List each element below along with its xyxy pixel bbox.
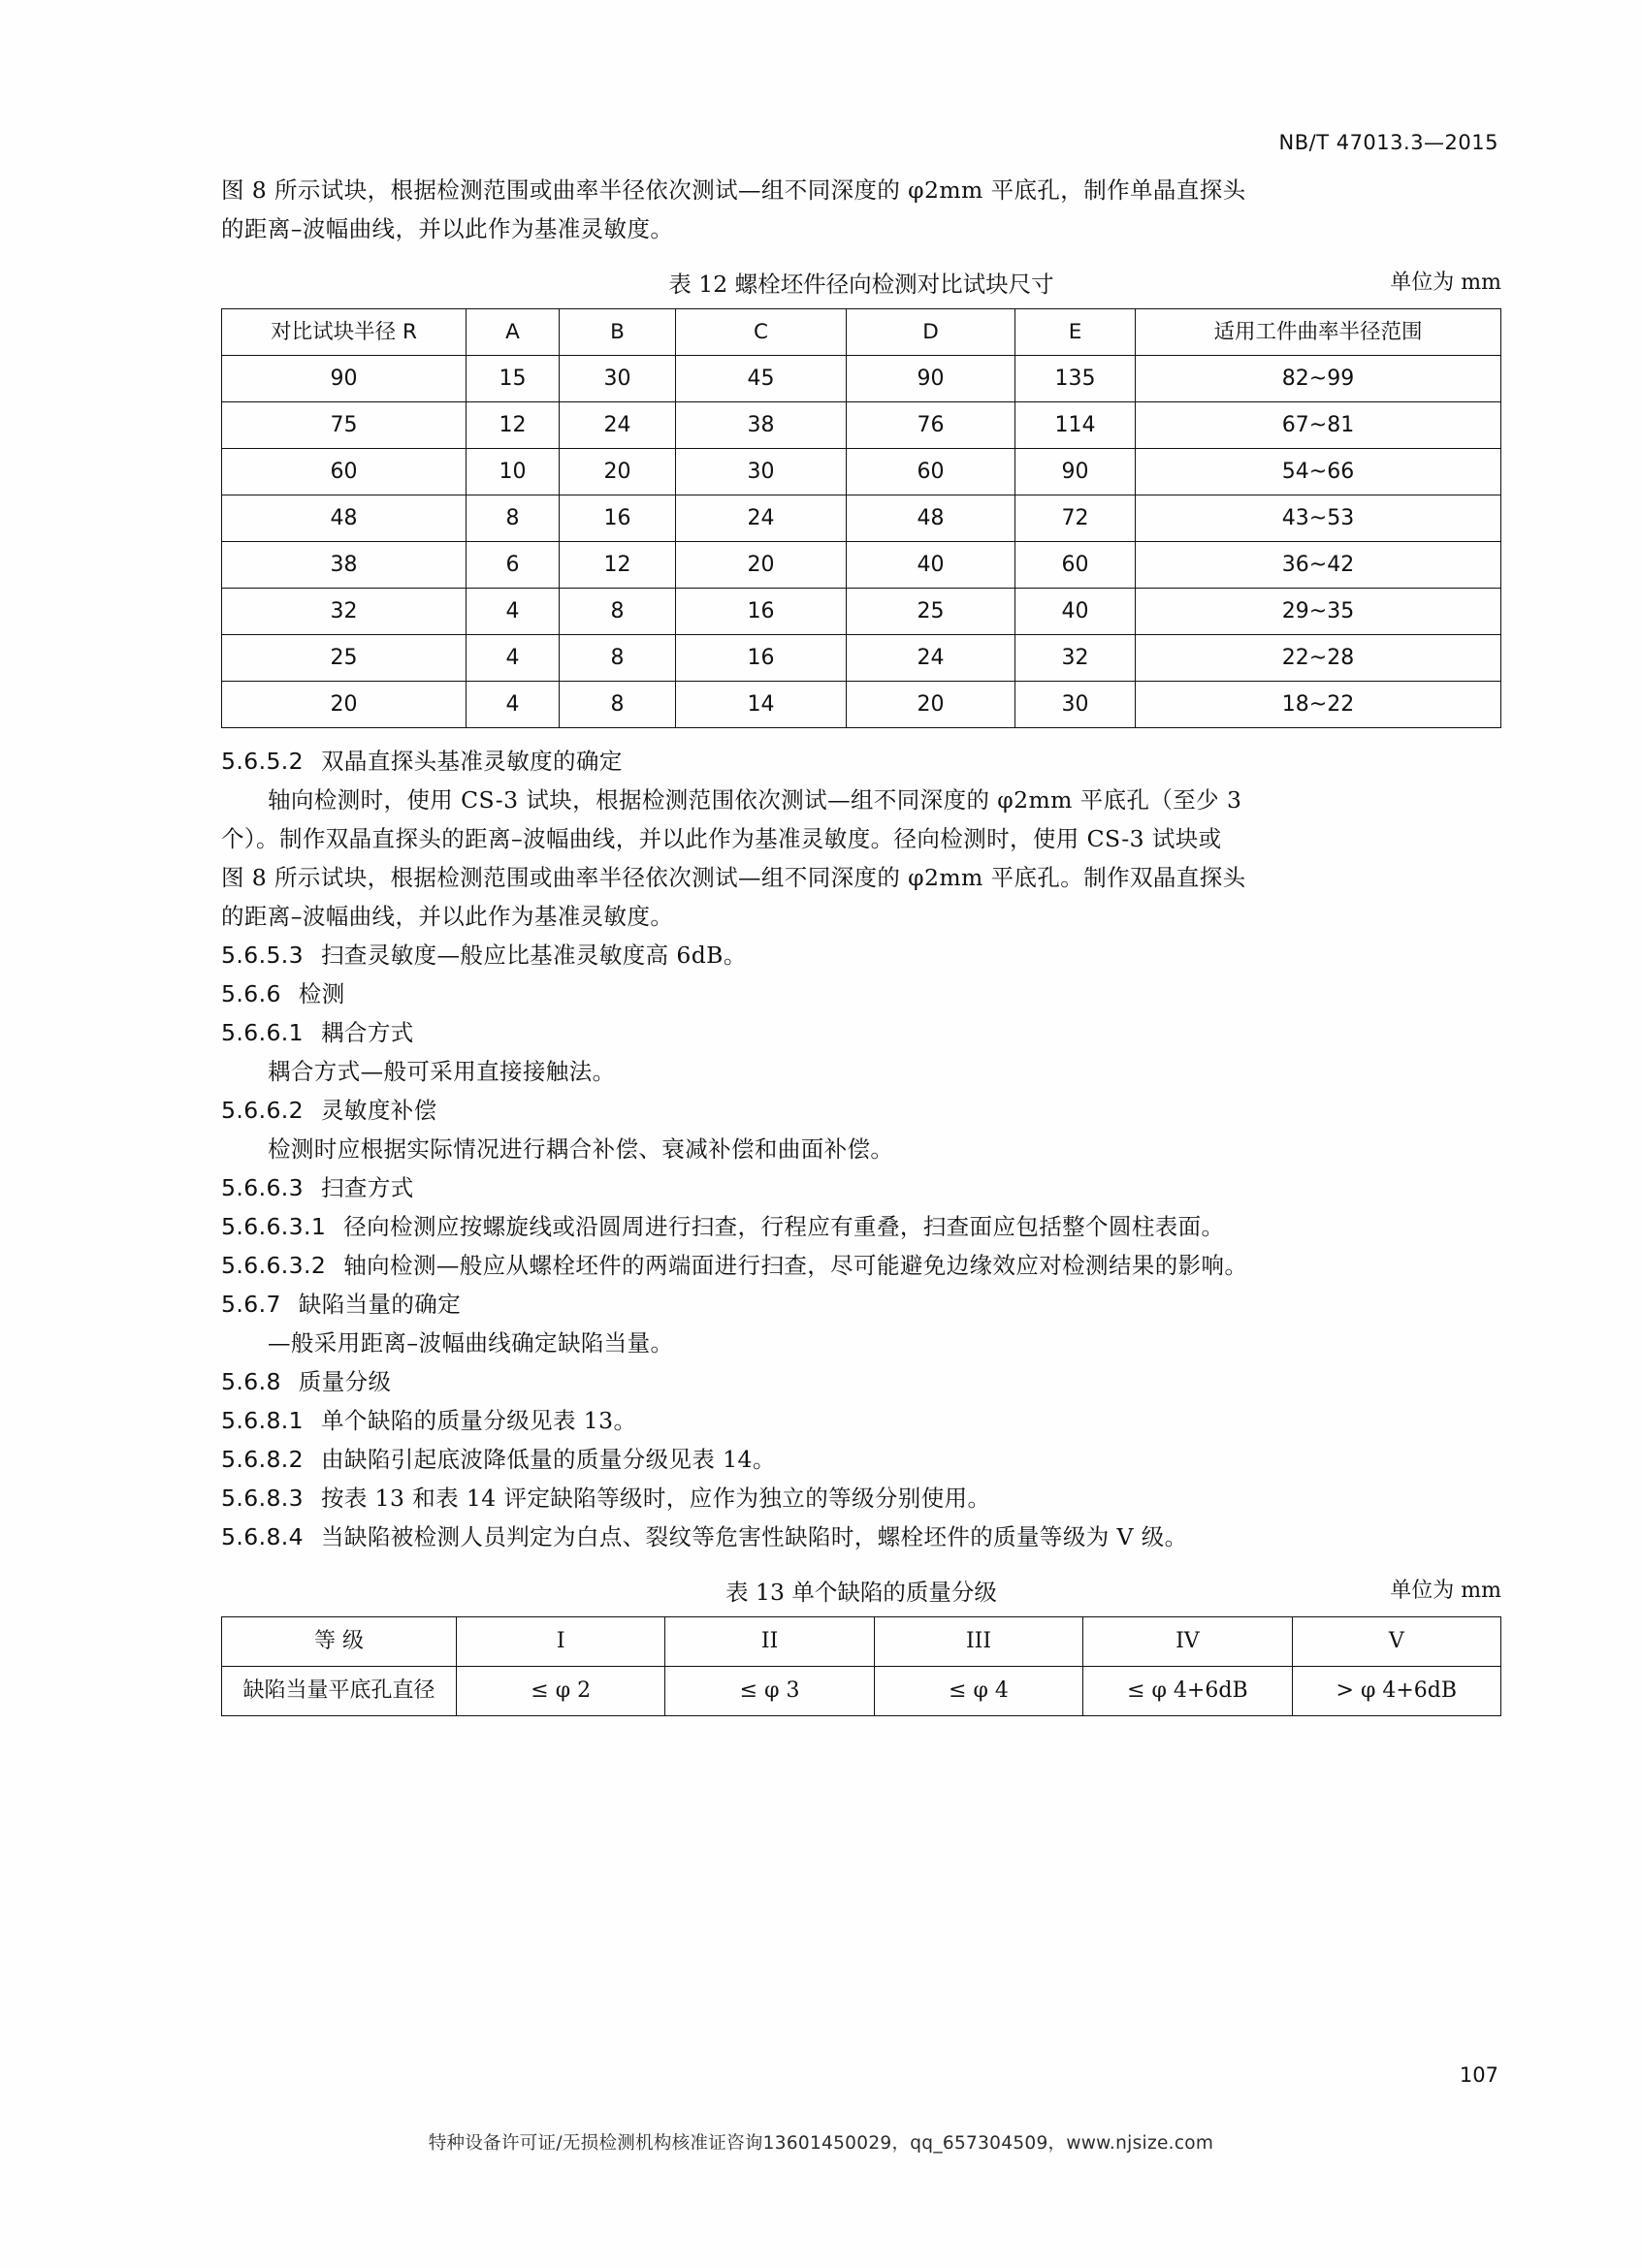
cell-r2c1: 10: [467, 449, 560, 495]
clause-title: 耦合方式: [321, 1019, 414, 1046]
clause-title: 质量分级: [298, 1368, 392, 1395]
table12-header-0: 对比试块半径 R: [222, 309, 467, 356]
cell-grade-3: ≤ φ 4: [874, 1667, 1082, 1716]
cell-r5c4: 25: [847, 589, 1015, 635]
cell-r1c4: 76: [847, 402, 1015, 449]
table12-header-3: C: [676, 309, 847, 356]
clause-text: 扫查灵敏度—般应比基准灵敏度高 6dB。: [321, 942, 747, 969]
cell-r7c0: 20: [222, 682, 467, 728]
cell-r3c6: 43~53: [1136, 495, 1501, 542]
cell-r3c1: 8: [467, 495, 560, 542]
table-row: [222, 1667, 1501, 1716]
clause-5-6-6-1: [221, 1013, 1501, 1052]
cell-r5c1: 4: [467, 589, 560, 635]
cell-r6c3: 16: [676, 635, 847, 682]
table12-caption: 表 12 螺栓坯件径向检测对比试块尺寸: [668, 271, 1054, 298]
table12-header-5: E: [1015, 309, 1136, 356]
cell-r4c0: 38: [222, 542, 467, 589]
clause-5-6-6-2-body: 检测时应根据实际情况进行耦合补偿、衰减补偿和曲面补偿。: [268, 1135, 894, 1163]
cell-r4c4: 40: [847, 542, 1015, 589]
cell-r4c5: 60: [1015, 542, 1136, 589]
cell-r3c3: 24: [676, 495, 847, 542]
page-header-standard-code: NB/T 47013.3—2015: [1278, 131, 1498, 154]
clause-number: 5.6.6.1: [221, 1019, 305, 1046]
cell-r2c6: 54~66: [1136, 449, 1501, 495]
cell-r1c0: 75: [222, 402, 467, 449]
cell-r2c2: 20: [560, 449, 676, 495]
cell-grade-1: ≤ φ 2: [457, 1667, 665, 1716]
clause-number: 5.6.8: [221, 1368, 281, 1395]
clause-5-6-6-2: [221, 1091, 1501, 1130]
cell-r6c2: 8: [560, 635, 676, 682]
table-row: [222, 356, 1501, 402]
clause-text: 轴向检测—般应从螺栓坯件的两端面进行扫查，尽可能避免边缘效应对检测结果的影响。: [343, 1252, 1248, 1279]
footer-note: 特种设备许可证/无损检测机构核准证咨询13601450029，qq_657304509，www.njsize.com: [428, 2133, 1214, 2154]
cell-r3c5: 72: [1015, 495, 1136, 542]
table13-header-2: II: [665, 1617, 874, 1667]
cell-r2c3: 30: [676, 449, 847, 495]
cell-r0c0: 90: [222, 356, 467, 402]
clause-number: 5.6.8.1: [221, 1407, 305, 1434]
table-row: [222, 402, 1501, 449]
cell-r7c5: 30: [1015, 682, 1136, 728]
clause-5-6-7-body: —般采用距离–波幅曲线确定缺陷当量。: [268, 1329, 674, 1357]
table12-header-1: A: [467, 309, 560, 356]
table12-header-4: D: [847, 309, 1015, 356]
clause-5-6-5-2: [221, 742, 1501, 781]
table12-unit: 单位为 mm: [1390, 271, 1501, 295]
cell-grade-2: ≤ φ 3: [665, 1667, 874, 1716]
clause-number: 5.6.8.4: [221, 1523, 305, 1550]
clause-number: 5.6.5.3: [221, 942, 305, 969]
table13-caption-row: [221, 1574, 1501, 1613]
cell-r6c0: 25: [222, 635, 467, 682]
cell-grade-4: ≤ φ 4+6dB: [1083, 1667, 1292, 1716]
cell-r0c3: 45: [676, 356, 847, 402]
table-header-row: [222, 1617, 1501, 1667]
cell-r5c0: 32: [222, 589, 467, 635]
cell-r4c1: 6: [467, 542, 560, 589]
body-line-2: 个）。制作双晶直探头的距离–波幅曲线，并以此作为基准灵敏度。径向检测时，使用 CS-3 试块或: [221, 825, 1222, 852]
cell-grade-5: > φ 4+6dB: [1292, 1667, 1500, 1716]
table-13-single-defect-quality-grading: [221, 1616, 1501, 1716]
cell-r0c5: 135: [1015, 356, 1136, 402]
table13-header-1: I: [457, 1617, 665, 1667]
table-row: [222, 682, 1501, 728]
clause-number: 5.6.5.2: [221, 748, 305, 775]
table-header-row: [222, 309, 1501, 356]
cell-r0c2: 30: [560, 356, 676, 402]
cell-r4c3: 20: [676, 542, 847, 589]
body-line-1: 轴向检测时，使用 CS-3 试块，根据检测范围依次测试—组不同深度的 φ2mm 平底孔（至少 3: [268, 786, 1242, 814]
cell-r7c4: 20: [847, 682, 1015, 728]
table13-unit: 单位为 mm: [1390, 1579, 1501, 1603]
table-12-comparison-block-dimensions: [221, 308, 1501, 728]
cell-r6c6: 22~28: [1136, 635, 1501, 682]
cell-r2c5: 90: [1015, 449, 1136, 495]
cell-r4c6: 36~42: [1136, 542, 1501, 589]
clause-5-6-6-3: [221, 1168, 1501, 1207]
clause-title: 缺陷当量的确定: [298, 1291, 462, 1318]
cell-r7c6: 18~22: [1136, 682, 1501, 728]
clause-number: 5.6.6.3: [221, 1174, 305, 1201]
body-line-3: 图 8 所示试块，根据检测范围或曲率半径依次测试—组不同深度的 φ2mm 平底孔。制作双晶直探头: [221, 864, 1246, 891]
cell-r3c0: 48: [222, 495, 467, 542]
clause-5-6-6-3-2: [221, 1246, 1501, 1285]
clause-number: 5.6.6.3.1: [221, 1213, 327, 1240]
clause-5-6-8-4: [221, 1517, 1501, 1556]
cell-r3c2: 16: [560, 495, 676, 542]
table13-caption: 表 13 单个缺陷的质量分级: [725, 1579, 997, 1606]
cell-r1c2: 24: [560, 402, 676, 449]
cell-r6c5: 32: [1015, 635, 1136, 682]
clause-5-6-8-2: [221, 1440, 1501, 1479]
clause-text: 按表 13 和表 14 评定缺陷等级时，应作为独立的等级分别使用。: [321, 1485, 991, 1512]
cell-r1c1: 12: [467, 402, 560, 449]
table12-header-6: 适用工件曲率半径范围: [1136, 309, 1501, 356]
clause-5-6-8-1: [221, 1401, 1501, 1440]
cell-r7c1: 4: [467, 682, 560, 728]
cell-r5c3: 16: [676, 589, 847, 635]
cell-r7c2: 8: [560, 682, 676, 728]
table12-caption-row: [221, 266, 1501, 304]
body-line-4: 的距离–波幅曲线，并以此作为基准灵敏度。: [221, 903, 674, 930]
table13-header-0: 等 级: [222, 1617, 457, 1667]
clause-number: 5.6.7: [221, 1291, 281, 1318]
cell-defect-label: 缺陷当量平底孔直径: [222, 1667, 457, 1716]
cell-r2c0: 60: [222, 449, 467, 495]
clause-text: 单个缺陷的质量分级见表 13。: [321, 1407, 637, 1434]
cell-r5c2: 8: [560, 589, 676, 635]
clause-title: 双晶直探头基准灵敏度的确定: [321, 748, 623, 775]
cell-r6c4: 24: [847, 635, 1015, 682]
cell-r1c5: 114: [1015, 402, 1136, 449]
clause-text: 当缺陷被检测人员判定为白点、裂纹等危害性缺陷时，螺栓坯件的质量等级为 V 级。: [321, 1523, 1188, 1550]
clause-5-6-6-3-1: [221, 1207, 1501, 1246]
table-row: [222, 449, 1501, 495]
clause-5-6-5-3: [221, 936, 1501, 974]
table-row: [222, 589, 1501, 635]
clause-5-6-7: [221, 1285, 1501, 1324]
cell-r0c1: 15: [467, 356, 560, 402]
table13-header-4: IV: [1083, 1617, 1292, 1667]
clause-number: 5.6.8.3: [221, 1485, 305, 1512]
page-content: [221, 171, 1501, 1716]
cell-r6c1: 4: [467, 635, 560, 682]
clause-text: 由缺陷引起底波降低量的质量分级见表 14。: [321, 1446, 776, 1473]
clause-5-6-8-3: [221, 1479, 1501, 1517]
clause-title: 检测: [298, 980, 345, 1007]
clause-number: 5.6.6: [221, 980, 281, 1007]
cell-r0c4: 90: [847, 356, 1015, 402]
table-row: [222, 542, 1501, 589]
clause-title: 扫查方式: [321, 1174, 414, 1201]
cell-r1c6: 67~81: [1136, 402, 1501, 449]
clause-number: 5.6.8.2: [221, 1446, 305, 1473]
cell-r3c4: 48: [847, 495, 1015, 542]
cell-r1c3: 38: [676, 402, 847, 449]
table-row: [222, 495, 1501, 542]
clause-5-6-6: [221, 974, 1501, 1013]
cell-r5c6: 29~35: [1136, 589, 1501, 635]
clause-number: 5.6.6.3.2: [221, 1252, 327, 1279]
intro-line-2: 的距离–波幅曲线，并以此作为基准灵敏度。: [221, 215, 674, 242]
clause-5-6-5-2-body: [221, 781, 1501, 936]
cell-r2c4: 60: [847, 449, 1015, 495]
table13-header-5: V: [1292, 1617, 1500, 1667]
clause-text: 径向检测应按螺旋线或沿圆周进行扫查，行程应有重叠，扫查面应包括整个圆柱表面。: [343, 1213, 1225, 1240]
clause-number: 5.6.6.2: [221, 1097, 305, 1124]
table-row: [222, 635, 1501, 682]
cell-r7c3: 14: [676, 682, 847, 728]
table12-header-2: B: [560, 309, 676, 356]
table13-header-3: III: [874, 1617, 1082, 1667]
clause-5-6-6-1-body: 耦合方式—般可采用直接接触法。: [268, 1058, 616, 1085]
cell-r0c6: 82~99: [1136, 356, 1501, 402]
page-number: 107: [1459, 2063, 1498, 2087]
intro-line-1: 图 8 所示试块，根据检测范围或曲率半径依次测试—组不同深度的 φ2mm 平底孔，制作单晶直探头: [221, 176, 1246, 204]
cell-r4c2: 12: [560, 542, 676, 589]
cell-r5c5: 40: [1015, 589, 1136, 635]
intro-paragraph: [221, 171, 1501, 248]
clause-5-6-8: [221, 1362, 1501, 1401]
clause-title: 灵敏度补偿: [321, 1097, 437, 1124]
